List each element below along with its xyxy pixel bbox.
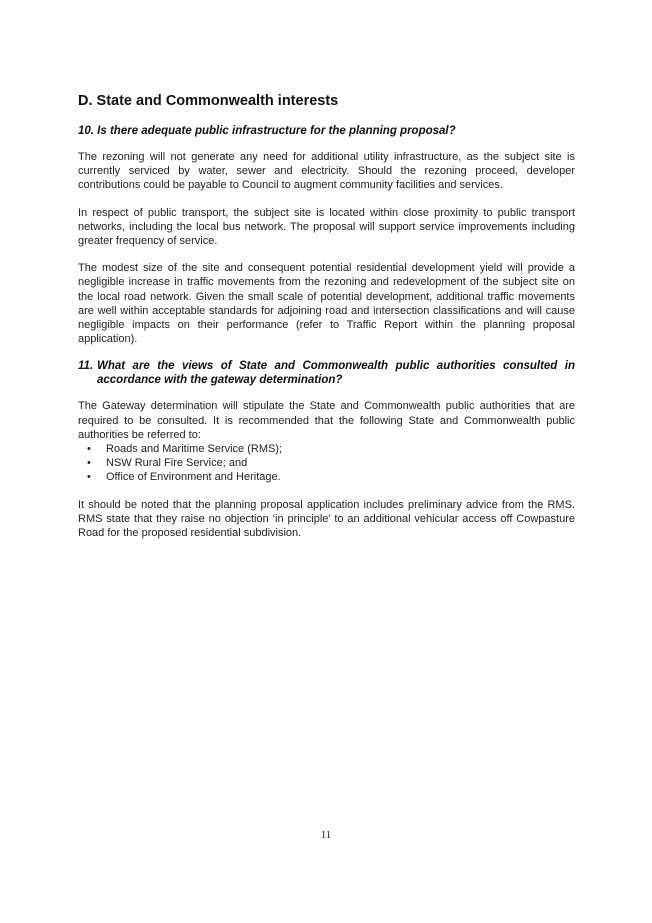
list-item-text: NSW Rural Fire Service; and xyxy=(106,457,248,470)
q11-closing-paragraph: It should be noted that the planning proposal application includes preliminary advice from the RMS. RMS state that they raise no objection ‘in principle’ to an additional vehicular access off Cowpasture Road for the proposed residential subdivision. xyxy=(78,498,575,540)
q10-paragraph-2: In respect of public transport, the subject site is located within close proximity to public transport networks, including the local bus network. The proposal will support service improvements including greater frequency of service. xyxy=(78,206,575,248)
question-11-text: What are the views of State and Commonwealth public authorities consulted in accordance with the gateway determination? xyxy=(97,360,575,387)
q11-intro-paragraph: The Gateway determination will stipulate the State and Commonwealth public authorities that are required to be consulted. It is recommended that the following State and Commonwealth public authorities be referred to: xyxy=(78,400,575,441)
list-item xyxy=(78,470,575,484)
question-11 xyxy=(78,359,575,387)
q10-paragraph-3: The modest size of the site and consequent potential residential development yield will provide a negligible increase in traffic movements from the rezoning and redevelopment of the subject site on the local road network. Given the small scale of potential development, additional traffic movements are well within acceptable standards for adjoining road and intersection classifications and will cause negligible impacts on their performance (refer to Traffic Report within the planning proposal application). xyxy=(78,262,575,346)
bullet-icon: • xyxy=(87,471,91,484)
authorities-list xyxy=(78,442,575,485)
list-item xyxy=(78,442,575,456)
list-item-text: Office of Environment and Heritage. xyxy=(106,471,281,484)
bullet-icon: • xyxy=(87,457,91,470)
question-10: 10. Is there adequate public infrastructure for the planning proposal? xyxy=(78,125,456,137)
list-item xyxy=(78,456,575,470)
page-number: 11 xyxy=(320,829,332,841)
q10-paragraph-1: The rezoning will not generate any need for additional utility infrastructure, as the subject site is currently serviced by water, sewer and electricity. Should the rezoning proceed, developer contributions could be payable to Council to augment community facilities and services. xyxy=(78,151,575,192)
list-item-text: Roads and Maritime Service (RMS); xyxy=(106,443,283,456)
question-11-number: 11. xyxy=(78,360,94,373)
document-page xyxy=(78,92,575,553)
bullet-icon: • xyxy=(87,443,91,456)
section-heading: D. State and Commonwealth interests xyxy=(78,93,339,109)
